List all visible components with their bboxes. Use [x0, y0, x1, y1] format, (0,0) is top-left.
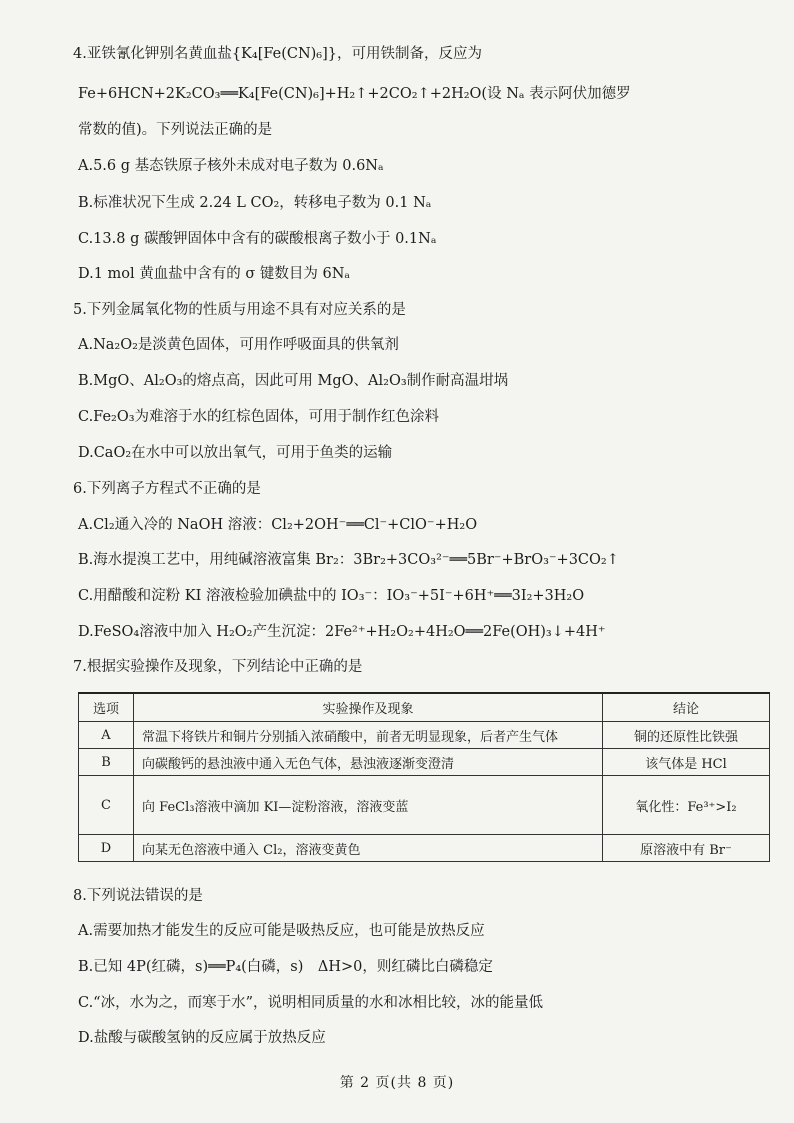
q5-stem: 5.下列金属氧化物的性质与用途不具有对应关系的是 — [73, 302, 406, 318]
q5-option-a: A.Na₂O₂是淡黄色固体，可用作呼吸面具的供氧剂 — [78, 337, 399, 353]
table-header-operation: 实验操作及现象 — [134, 693, 603, 722]
q6-option-d: D.FeSO₄溶液中加入 H₂O₂产生沉淀：2Fe²⁺+H₂O₂+4H₂O══2Fe(OH)₃↓+4H⁺ — [78, 624, 606, 640]
q5-option-c: C.Fe₂O₃为难溶于水的红棕色固体，可用于制作红色涂料 — [78, 409, 440, 425]
q4-option-b: B.标准状况下生成 2.24 L CO₂，转移电子数为 0.1 Nₐ — [78, 195, 432, 211]
q8-option-b: B.已知 4P(红磷，s)══P₄(白磷，s) ΔH>0，则红磷比白磷稳定 — [78, 959, 493, 975]
q6-option-c: C.用醋酸和淀粉 KI 溶液检验加碘盐中的 IO₃⁻：IO₃⁻+5I⁻+6H⁺══3I₂+3H₂O — [78, 588, 585, 604]
table-header-conclusion: 结论 — [603, 693, 770, 722]
q4-option-d: D.1 mol 黄血盐中含有的 σ 键数目为 6Nₐ — [78, 266, 351, 282]
experiment-table — [78, 692, 770, 862]
q4-stem-line-3: 常数的值)。下列说法正确的是 — [78, 122, 273, 138]
table-cell-conclusion: 该气体是 HCl — [603, 749, 770, 776]
q4-stem-line-2: Fe+6HCN+2K₂CO₃══K₄[Fe(CN)₆]+H₂↑+2CO₂↑+2H₂O(设 Nₐ 表示阿伏加德罗 — [78, 86, 631, 102]
q6-stem: 6.下列离子方程式不正确的是 — [73, 481, 261, 497]
q8-option-d: D.盐酸与碳酸氢钠的反应属于放热反应 — [78, 1030, 326, 1046]
table-row — [79, 749, 770, 776]
table-cell-option: A — [79, 722, 134, 749]
table-header-row — [79, 693, 770, 722]
table-cell-conclusion: 原溶液中有 Br⁻ — [603, 835, 770, 862]
table-cell-operation: 向 FeCl₃溶液中滴加 KI—淀粉溶液，溶液变蓝 — [134, 776, 603, 835]
q8-option-c: C.“冰，水为之，而寒于水”，说明相同质量的水和冰相比较，冰的能量低 — [78, 995, 544, 1011]
q5-option-d: D.CaO₂在水中可以放出氧气，可用于鱼类的运输 — [78, 445, 393, 461]
table-cell-operation: 常温下将铁片和铜片分别插入浓硝酸中，前者无明显现象，后者产生气体 — [134, 722, 603, 749]
q4-option-a: A.5.6 g 基态铁原子核外未成对电子数为 0.6Nₐ — [78, 158, 384, 174]
table-row — [79, 835, 770, 862]
q8-option-a: A.需要加热才能发生的反应可能是吸热反应，也可能是放热反应 — [78, 923, 485, 939]
table-cell-option: D — [79, 835, 134, 862]
table-cell-conclusion: 氧化性：Fe³⁺>I₂ — [603, 776, 770, 835]
table-cell-conclusion: 铜的还原性比铁强 — [603, 722, 770, 749]
table-cell-option: B — [79, 749, 134, 776]
q4-stem-line-1: 4.亚铁氰化钾别名黄血盐{K₄[Fe(CN)₆]}，可用铁制备，反应为 — [73, 46, 483, 62]
q7-stem: 7.根据实验操作及现象，下列结论中正确的是 — [73, 659, 363, 675]
q6-option-a: A.Cl₂通入冷的 NaOH 溶液：Cl₂+2OH⁻══Cl⁻+ClO⁻+H₂O — [78, 517, 478, 533]
q4-option-c: C.13.8 g 碳酸钾固体中含有的碳酸根离子数小于 0.1Nₐ — [78, 231, 437, 247]
page-footer: 第 2 页(共 8 页) — [339, 1075, 455, 1091]
table-cell-operation: 向某无色溶液中通入 Cl₂，溶液变黄色 — [134, 835, 603, 862]
q5-option-b: B.MgO、Al₂O₃的熔点高，因此可用 MgO、Al₂O₃制作耐高温坩埚 — [78, 373, 509, 389]
table-cell-option: C — [79, 776, 134, 835]
table-header-option: 选项 — [79, 693, 134, 722]
q8-stem: 8.下列说法错误的是 — [73, 888, 203, 904]
table-cell-operation: 向碳酸钙的悬浊液中通入无色气体，悬浊液逐渐变澄清 — [134, 749, 603, 776]
table-row — [79, 776, 770, 835]
q6-option-b: B.海水提溴工艺中，用纯碱溶液富集 Br₂：3Br₂+3CO₃²⁻══5Br⁻+BrO₃⁻+3CO₂↑ — [78, 552, 619, 568]
table-row — [79, 722, 770, 749]
